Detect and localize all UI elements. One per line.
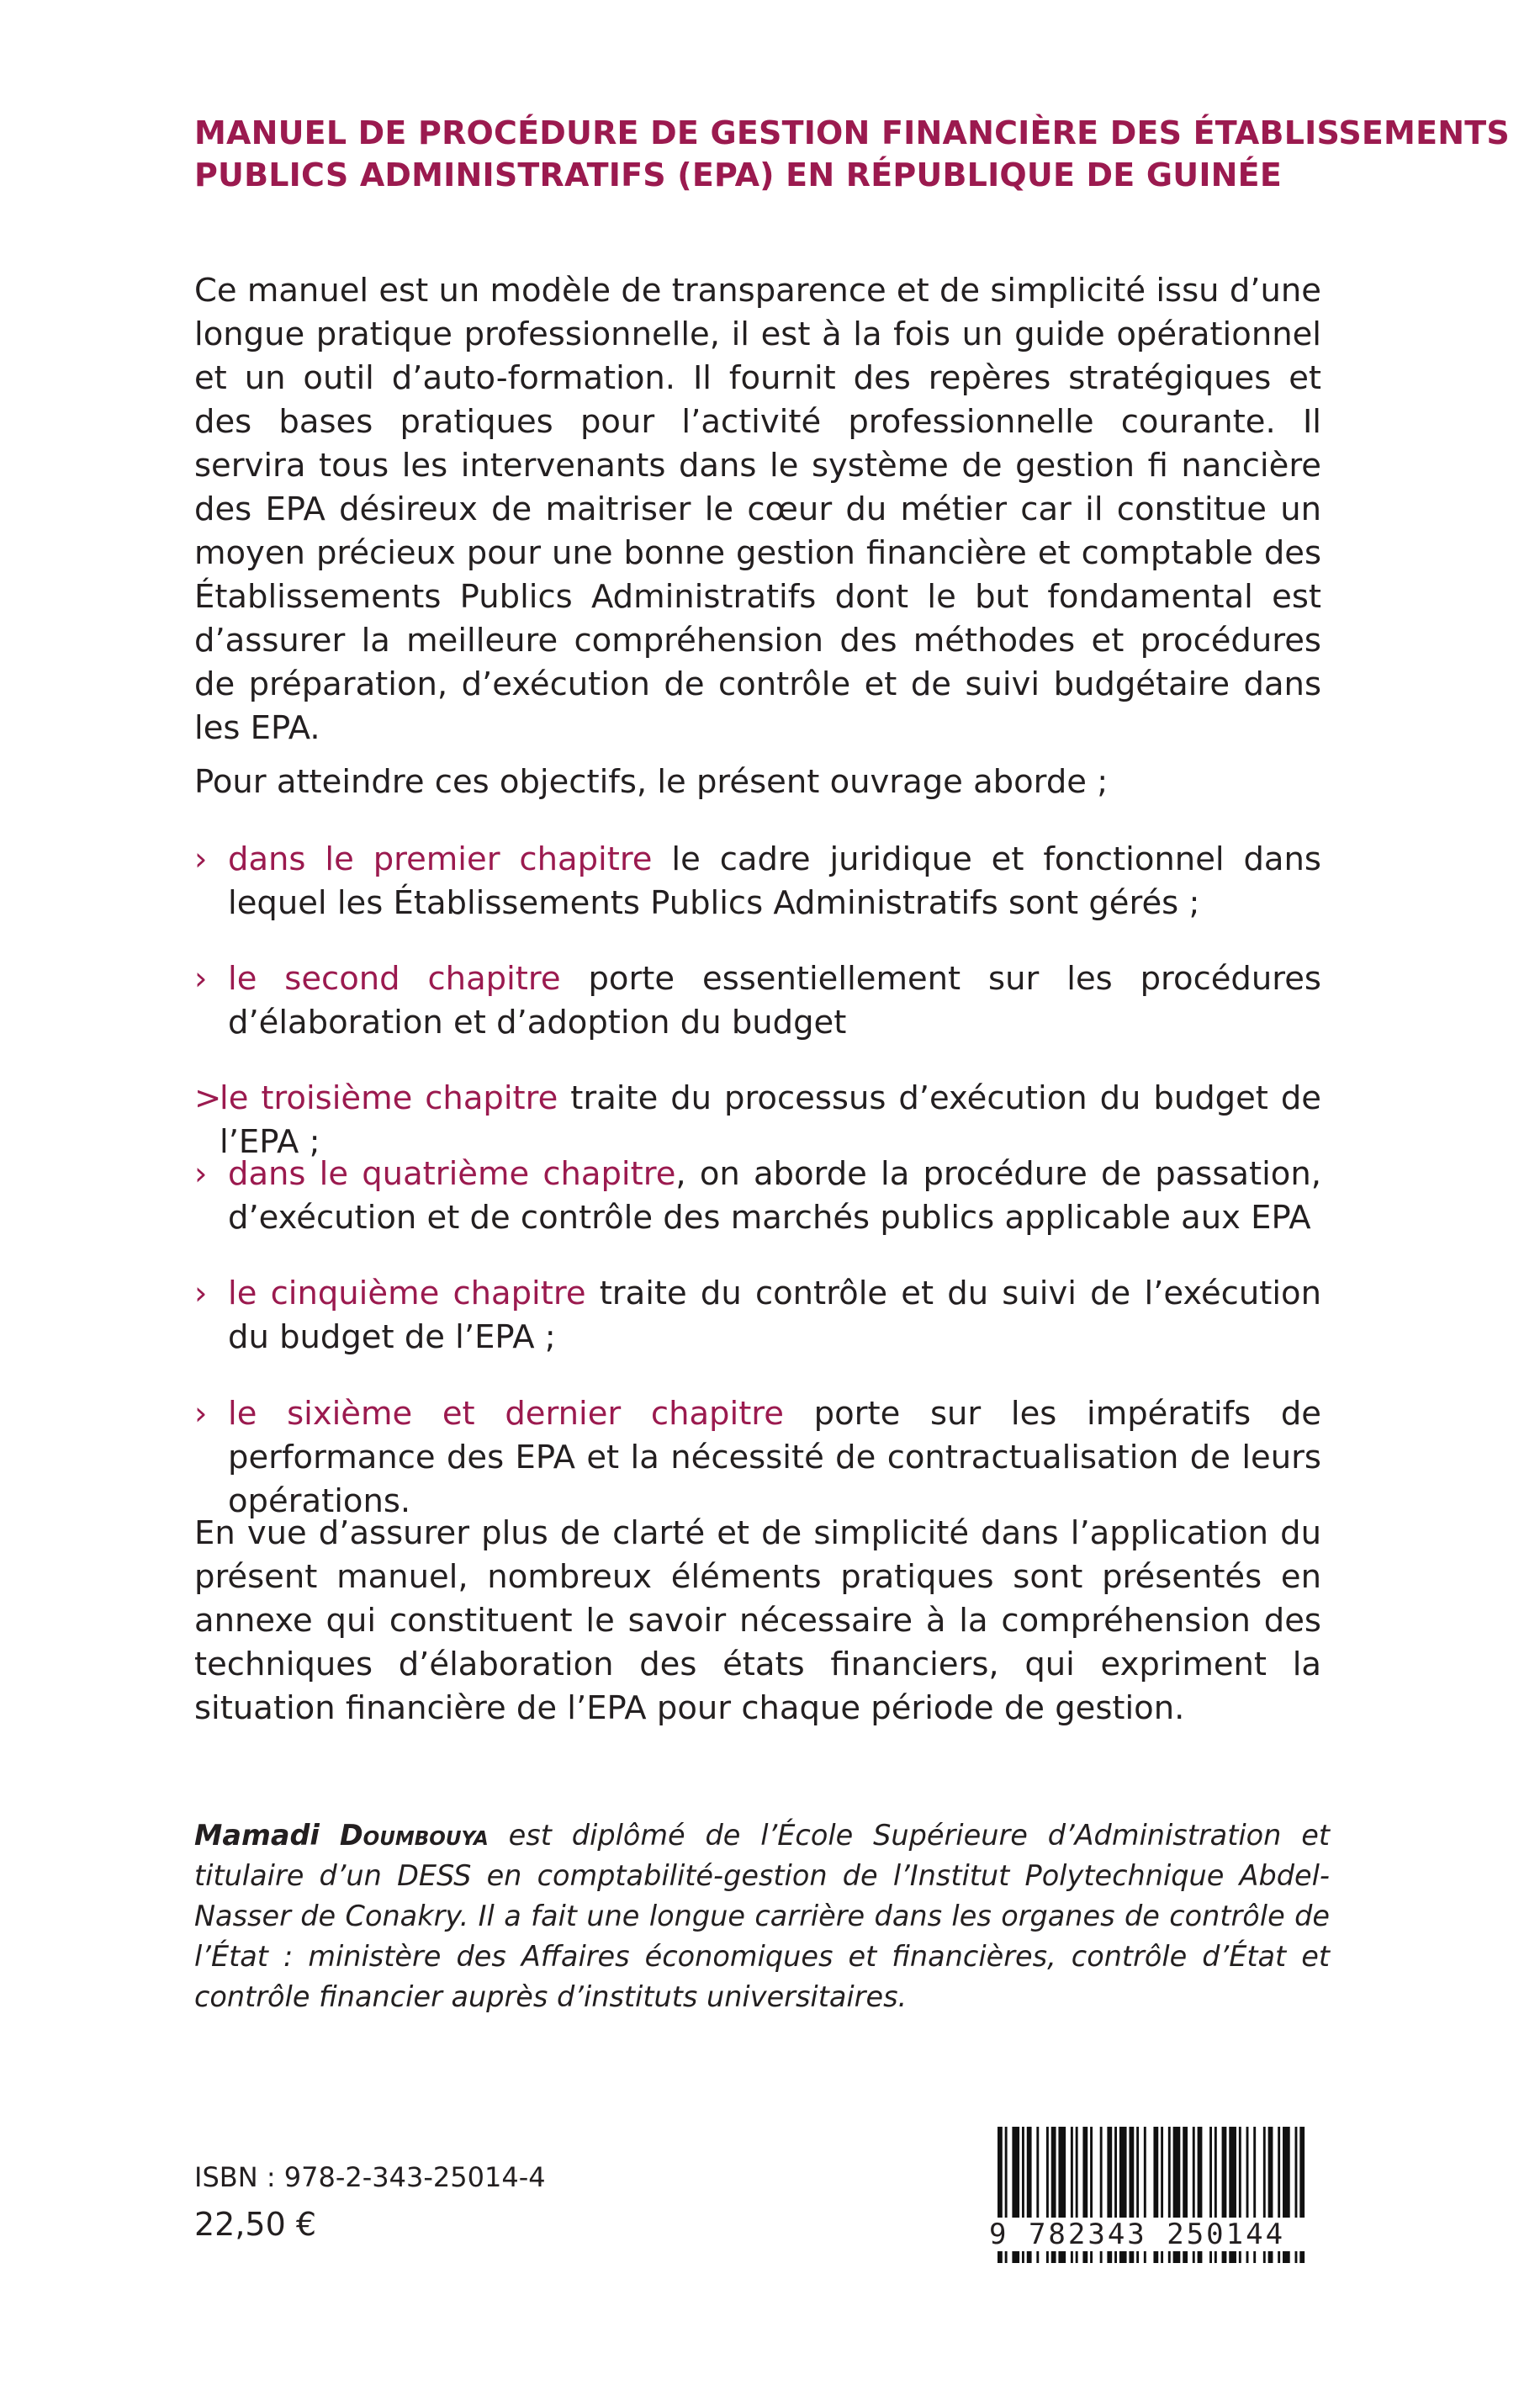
title-line-1: MANUEL DE PROCÉDURE DE GESTION FINANCIÈRE DES ÉTABLISSEMENTS [194, 114, 1510, 151]
lead-sentence: Pour atteindre ces objectifs, le présent ouvrage aborde ; [194, 763, 1109, 801]
chapter-item-highlight: dans le quatrième chapitre [228, 1155, 676, 1193]
intro-paragraph: Ce manuel est un modèle de transparence et de simplicité issu d’une longue pratique professionnelle, il est à la fois un guide opérationnel et un outil d’auto-formation. Il fournit des repères stratégiques et des bases pratiques pour l’activité professionnelle courante. Il servira tous les intervenants dans le système de gestion fi nancière des EPA désireux de maitriser le cœur du métier car il constitue un moyen précieux pour une bonne gestion financière et comptable des Établissements Publics Administratifs dont le but fondamental est d’assurer la meilleure compréhension des méthodes et procédures de préparation, d’exécution de contrôle et de suivi budgétaire dans les EPA. [194, 272, 1321, 747]
bullet-chevron-icon: › [194, 1275, 208, 1312]
chapter-item-text: , on aborde la procédure de passation, d’exécution et de contrôle des marchés publics applicable aux EPA [228, 1155, 1322, 1237]
bullet-chevron-icon: > [194, 1079, 222, 1117]
chapter-item-text: traite du contrôle et du suivi de l’exécution du budget de l’EPA ; [228, 1275, 1321, 1356]
chapter-item-highlight: le sixième et dernier chapitre [228, 1395, 784, 1433]
chapter-item-4 [194, 1153, 1321, 1240]
closing-paragraph: En vue d’assurer plus de clarté et de simplicité dans l’application du présent manuel, nombreux éléments pratiques sont présentés en annexe qui constituent le savoir nécessaire à la compréhension des techniques d’élaboration des états financiers, qui expriment la situation financière de l’EPA pour chaque période de gestion. [194, 1514, 1321, 1727]
chapter-item-highlight: le cinquième chapitre [228, 1275, 586, 1312]
chapter-item-text: porte sur les impératifs de performance des EPA et la nécessité de contractualisation de leurs opérations. [228, 1395, 1321, 1520]
author-bio [194, 1815, 1330, 2017]
price-label: 22,50 € [194, 2206, 317, 2243]
chapter-item-1 [194, 838, 1321, 925]
book-title [194, 112, 1510, 196]
chapter-item-3 [194, 1077, 1321, 1164]
bullet-chevron-icon: › [194, 1155, 208, 1193]
chapter-item-text: le cadre juridique et fonctionnel dans lequel les Établissements Publics Administratifs sont gérés ; [228, 840, 1321, 922]
chapter-item-text: porte essentiellement sur les procédures d’élaboration et d’adoption du budget [228, 960, 1321, 1041]
chapter-item-highlight: dans le premier chapitre [228, 840, 653, 878]
author-bio-text: est diplômé de l’École Supérieure d’Administration et titulaire d’un DESS en comptabilité-gestion de l’Institut Polytechnique Abdel-Nasser de Conakry. Il a fait une longue carrière dans les organes de contrôle de l’État : ministère des Affaires économiques et financières, contrôle d’État et contrôle financier auprès d’instituts universitaires. [194, 1819, 1330, 2013]
bullet-chevron-icon: › [194, 840, 208, 878]
barcode-number: 9 782343 250144 [989, 2218, 1317, 2251]
author-last-name: Doumbouya [339, 1819, 489, 1852]
isbn-label: ISBN : 978-2-343-25014-4 [194, 2161, 546, 2193]
chapter-item-6 [194, 1392, 1321, 1524]
bullet-chevron-icon: › [194, 960, 208, 998]
chapter-item-highlight: le troisième chapitre [220, 1079, 558, 1117]
chapter-item-highlight: le second chapitre [228, 960, 561, 998]
chapter-item-text: traite du processus d’exécution du budget de l’EPA ; [220, 1079, 1321, 1161]
chapter-item-5 [194, 1272, 1321, 1359]
bullet-chevron-icon: › [194, 1395, 208, 1433]
author-first-name: Mamadi [194, 1819, 320, 1852]
title-line-2: PUBLICS ADMINISTRATIFS (EPA) EN RÉPUBLIQUE DE GUINÉE [194, 156, 1282, 193]
chapter-item-2 [194, 957, 1321, 1045]
